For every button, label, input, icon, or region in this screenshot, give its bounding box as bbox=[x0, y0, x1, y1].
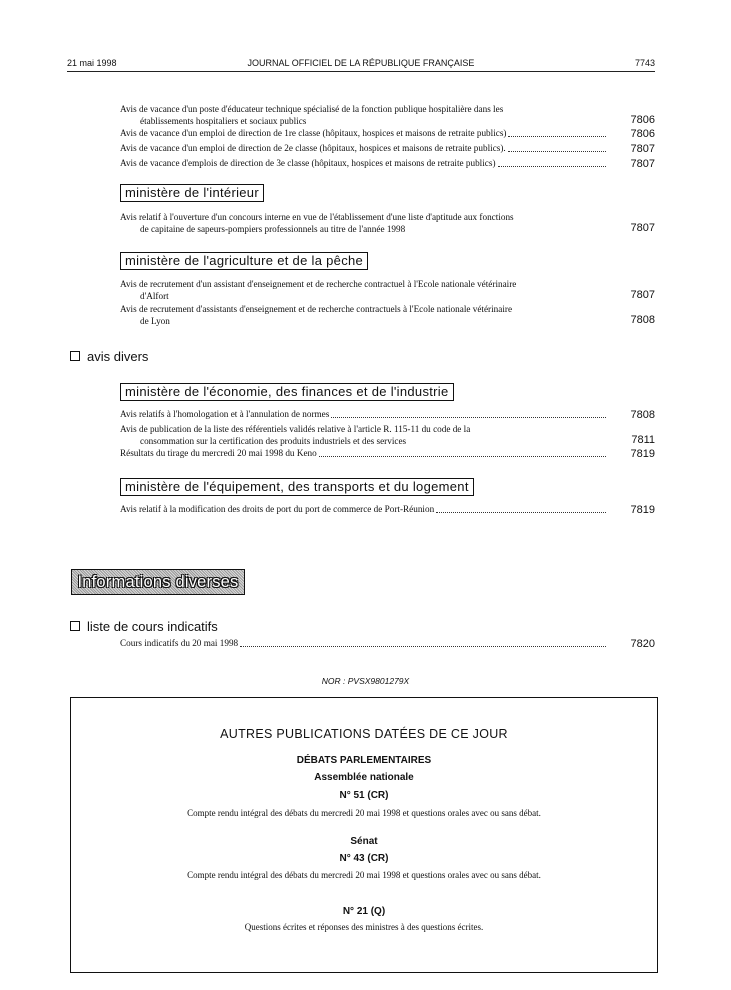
pub-q-number: N° 21 (Q) bbox=[342, 906, 386, 917]
toc-entry-normes bbox=[120, 409, 606, 421]
pub-senat-text: Compte rendu intégral des débats du mercredi 20 mai 1998 et questions orales avec ou sans débat. bbox=[187, 870, 541, 880]
pub-senat-number: N° 43 (CR) bbox=[339, 853, 389, 864]
header-date: 21 mai 1998 bbox=[67, 58, 117, 68]
nor-reference: NOR : PVSX9801279X bbox=[321, 676, 410, 686]
pub-an-text: Compte rendu intégral des débats du mercredi 20 mai 1998 et questions orales avec ou sans débat. bbox=[187, 808, 541, 818]
informations-diverses-banner: Informations diverses bbox=[71, 569, 245, 595]
entry-text: Avis de vacance d'un emploi de direction de 2e classe (hôpitaux, hospices et maisons de retraite publics). bbox=[120, 143, 506, 153]
toc-page-number: 7807 bbox=[630, 222, 655, 234]
entry-text-cont: de capitaine de sapeurs-pompiers professionnels au titre de l'année 1998 bbox=[140, 223, 406, 234]
pub-assemblee-heading: Assemblée nationale bbox=[314, 772, 414, 783]
toc-entry-educateur bbox=[120, 104, 606, 127]
toc-page-number: 7807 bbox=[630, 158, 655, 170]
section-title: liste de cours indicatifs bbox=[87, 619, 218, 634]
entry-text-first: Avis de recrutement d'un assistant d'enseignement et de recherche contractuel à l'Ecole nationale vétérinaire bbox=[120, 279, 517, 289]
entry-text: Cours indicatifs du 20 mai 1998 bbox=[120, 638, 239, 648]
toc-entry-alfort bbox=[120, 279, 606, 302]
section-avis-divers bbox=[70, 349, 148, 365]
section-title: avis divers bbox=[87, 349, 149, 364]
ministry-heading-interieur: ministère de l'intérieur bbox=[120, 184, 264, 202]
toc-entry-cours bbox=[120, 638, 606, 650]
toc-entry-direction-3 bbox=[120, 158, 606, 170]
toc-page-number: 7806 bbox=[630, 114, 655, 126]
entry-text: Avis de vacance d'un emploi de direction de 1re classe (hôpitaux, hospices et maisons de retraite publics) bbox=[120, 128, 507, 138]
pub-debats-heading: DÉBATS PARLEMENTAIRES bbox=[296, 755, 432, 766]
toc-entry-lyon bbox=[120, 304, 606, 327]
entry-text: Avis de vacance d'emplois de direction de 3e classe (hôpitaux, hospices et maisons de retraite publics) bbox=[120, 158, 496, 168]
checkbox-bullet-icon bbox=[70, 621, 80, 631]
pub-q-text: Questions écrites et réponses des ministres à des questions écrites. bbox=[244, 922, 484, 932]
ministry-heading-agriculture: ministère de l'agriculture et de la pêche bbox=[120, 252, 368, 270]
toc-entry-keno bbox=[120, 448, 606, 460]
toc-page-number: 7808 bbox=[630, 409, 655, 421]
toc-page-number: 7819 bbox=[630, 504, 655, 516]
ministry-heading-economie: ministère de l'économie, des finances et de l'industrie bbox=[120, 383, 454, 401]
entry-text: Résultats du tirage du mercredi 20 mai 1998 du Keno bbox=[120, 448, 317, 458]
autres-publications-box bbox=[70, 697, 658, 973]
entry-text: Avis relatif à la modification des droits de port du port de commerce de Port-Réunion bbox=[120, 504, 435, 514]
entry-text-first: Avis de publication de la liste des référentiels validés relative à l'article R. 115-11 du code de la bbox=[120, 424, 471, 434]
pub-an-number: N° 51 (CR) bbox=[339, 790, 389, 801]
entry-text-cont: d'Alfort bbox=[140, 290, 169, 301]
ministry-heading-equipement: ministère de l'équipement, des transports et du logement bbox=[120, 478, 474, 496]
entry-text-cont: établissements hospitaliers et sociaux publics bbox=[140, 115, 307, 126]
toc-entry-port-reunion bbox=[120, 504, 606, 516]
section-cours-indicatifs bbox=[70, 619, 218, 635]
entry-text: Avis relatifs à l'homologation et à l'annulation de normes bbox=[120, 409, 330, 419]
toc-page-number: 7807 bbox=[630, 143, 655, 155]
entry-text-first: Avis de recrutement d'assistants d'enseignement et de recherche contractuels à l'Ecole nationale vétérinaire bbox=[120, 304, 513, 314]
toc-entry-sapeurs-pompiers bbox=[120, 212, 606, 235]
header-divider bbox=[67, 71, 655, 72]
entry-text-first: Avis de vacance d'un poste d'éducateur technique spécialisé de la fonction publique hospitalière dans les bbox=[120, 104, 504, 114]
pub-senat-heading: Sénat bbox=[350, 836, 378, 847]
header-journal-title: JOURNAL OFFICIEL DE LA RÉPUBLIQUE FRANÇAISE bbox=[247, 58, 475, 68]
toc-page-number: 7820 bbox=[630, 638, 655, 650]
toc-entry-direction-2 bbox=[120, 143, 606, 155]
toc-page-number: 7807 bbox=[630, 289, 655, 301]
entry-text-first: Avis relatif à l'ouverture d'un concours interne en vue de l'établissement d'une liste d'aptitude aux fonctions bbox=[120, 212, 514, 222]
toc-page-number: 7819 bbox=[630, 448, 655, 460]
header-page-number: 7743 bbox=[634, 58, 655, 68]
toc-page-number: 7806 bbox=[630, 128, 655, 140]
pub-title: AUTRES PUBLICATIONS DATÉES DE CE JOUR bbox=[220, 727, 508, 741]
toc-entry-referentiels bbox=[120, 424, 606, 447]
toc-entry-direction-1 bbox=[120, 128, 606, 140]
entry-text-cont: consommation sur la certification des produits industriels et des services bbox=[140, 435, 407, 446]
checkbox-bullet-icon bbox=[70, 351, 80, 361]
toc-page-number: 7811 bbox=[631, 434, 655, 446]
entry-text-cont: de Lyon bbox=[140, 315, 170, 326]
toc-page-number: 7808 bbox=[630, 314, 655, 326]
